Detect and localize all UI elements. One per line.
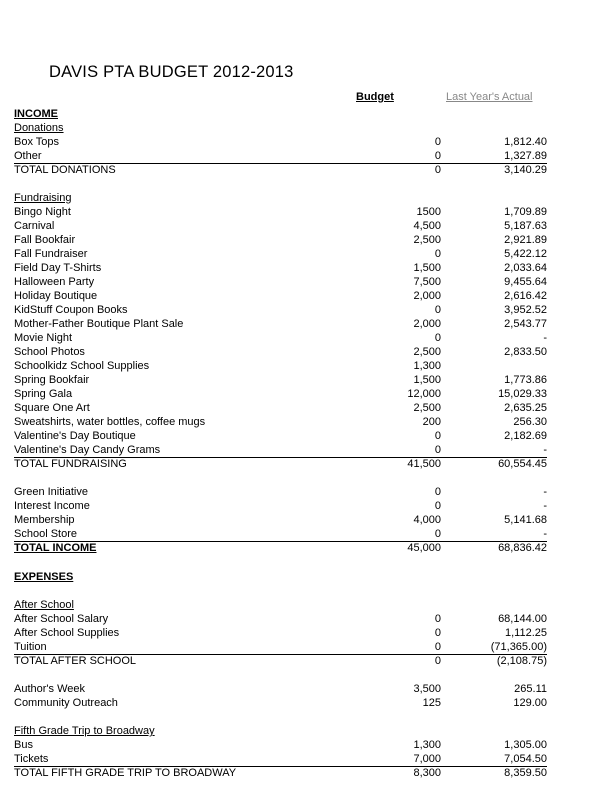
row-label: Donations — [14, 122, 64, 134]
budget-row — [14, 682, 547, 696]
budget-row — [14, 724, 547, 738]
row-label: Fifth Grade Trip to Broadway — [14, 725, 155, 737]
row-budget-value: 45,000 — [407, 542, 441, 554]
budget-row — [14, 247, 547, 261]
row-last-year-value: 5,141.68 — [504, 514, 547, 526]
budget-row — [14, 612, 547, 626]
budget-row — [14, 570, 547, 584]
row-budget-value: 7,000 — [413, 753, 441, 765]
budget-row — [14, 317, 547, 331]
budget-row — [14, 429, 547, 443]
row-budget-value: 1,300 — [413, 739, 441, 751]
row-last-year-value: 2,033.64 — [504, 262, 547, 274]
row-last-year-value: 3,952.52 — [504, 304, 547, 316]
row-label: Community Outreach — [14, 697, 118, 709]
row-label: TOTAL INCOME — [14, 542, 97, 554]
row-budget-value: 2,500 — [413, 402, 441, 414]
row-budget-value: 0 — [434, 655, 441, 667]
row-budget-value: 0 — [434, 486, 441, 498]
budget-row — [14, 261, 547, 275]
budget-row — [14, 457, 547, 472]
row-budget-value: 0 — [434, 627, 441, 639]
row-budget-value: 3,500 — [413, 683, 441, 695]
row-label: Tuition — [14, 641, 47, 653]
row-last-year-value: 1,773.86 — [504, 374, 547, 386]
row-label: TOTAL AFTER SCHOOL — [14, 655, 137, 667]
budget-row — [14, 163, 547, 178]
row-budget-value: 0 — [434, 444, 441, 456]
budget-row — [14, 275, 547, 289]
row-label: Tickets — [14, 753, 49, 765]
row-budget-value: 0 — [434, 164, 441, 176]
row-budget-value: 1,500 — [413, 374, 441, 386]
row-label: Membership — [14, 514, 75, 526]
row-budget-value: 1,500 — [413, 262, 441, 274]
budget-row — [14, 205, 547, 219]
row-last-year-value: 68,144.00 — [498, 613, 547, 625]
last-year-actual-column-header: Last Year's Actual — [446, 91, 533, 103]
row-budget-value: 8,300 — [413, 767, 441, 779]
row-last-year-value: 2,543.77 — [504, 318, 547, 330]
row-last-year-value: 5,422.12 — [504, 248, 547, 260]
row-last-year-value: 256.30 — [513, 416, 547, 428]
row-last-year-value: 1,327.89 — [504, 150, 547, 162]
budget-row — [14, 107, 547, 121]
row-budget-value: 1,300 — [413, 360, 441, 372]
row-last-year-value: 1,812.40 — [504, 136, 547, 148]
budget-row — [14, 654, 547, 669]
budget-row — [14, 696, 547, 710]
budget-row — [14, 766, 547, 781]
row-budget-value: 2,500 — [413, 234, 441, 246]
row-label: Fundraising — [14, 192, 72, 204]
row-label: Field Day T-Shirts — [14, 262, 102, 274]
row-budget-value: 0 — [434, 430, 441, 442]
row-budget-value: 7,500 — [413, 276, 441, 288]
row-label: Bingo Night — [14, 206, 71, 218]
row-budget-value: 4,500 — [413, 220, 441, 232]
budget-row — [14, 626, 547, 640]
row-last-year-value: 2,833.50 — [504, 346, 547, 358]
budget-row — [14, 527, 547, 541]
row-label: Square One Art — [14, 402, 90, 414]
row-label: Schoolkidz School Supplies — [14, 360, 150, 372]
row-label: Author's Week — [14, 683, 85, 695]
row-last-year-value: 1,709.89 — [504, 206, 547, 218]
budget-row — [14, 149, 547, 163]
row-budget-value: 0 — [434, 304, 441, 316]
row-last-year-value: 1,305.00 — [504, 739, 547, 751]
row-last-year-value: 9,455.64 — [504, 276, 547, 288]
row-budget-value: 2,000 — [413, 318, 441, 330]
row-label: Interest Income — [14, 500, 90, 512]
row-last-year-value: 60,554.45 — [498, 458, 547, 470]
row-budget-value: 0 — [434, 500, 441, 512]
budget-row — [14, 289, 547, 303]
row-budget-value: 200 — [422, 416, 441, 428]
row-last-year-value: - — [543, 332, 547, 344]
row-budget-value: 0 — [434, 641, 441, 653]
row-label: INCOME — [14, 108, 58, 120]
row-budget-value: 41,500 — [407, 458, 441, 470]
row-last-year-value: 2,616.42 — [504, 290, 547, 302]
budget-row — [14, 415, 547, 429]
row-last-year-value: 3,140.29 — [504, 164, 547, 176]
page-title: DAVIS PTA BUDGET 2012-2013 — [49, 63, 294, 81]
row-label: Sweatshirts, water bottles, coffee mugs — [14, 416, 206, 428]
row-last-year-value: 2,635.25 — [504, 402, 547, 414]
row-last-year-value: 5,187.63 — [504, 220, 547, 232]
row-label: TOTAL FIFTH GRADE TRIP TO BROADWAY — [14, 767, 237, 779]
row-last-year-value: - — [543, 486, 547, 498]
row-budget-value: 0 — [434, 248, 441, 260]
budget-row — [14, 640, 547, 654]
row-last-year-value: (2,108.75) — [496, 655, 547, 667]
budget-row — [14, 387, 547, 401]
row-last-year-value: - — [543, 500, 547, 512]
row-last-year-value: 265.11 — [514, 683, 547, 695]
row-last-year-value: - — [543, 528, 547, 540]
row-budget-value: 0 — [434, 150, 441, 162]
row-label: Mother-Father Boutique Plant Sale — [14, 318, 184, 330]
row-budget-value: 1500 — [416, 206, 441, 218]
row-budget-value: 125 — [422, 697, 441, 709]
row-last-year-value: 15,029.33 — [498, 388, 547, 400]
row-last-year-value: 68,836.42 — [498, 542, 547, 554]
budget-row — [14, 331, 547, 345]
row-budget-value: 0 — [434, 613, 441, 625]
row-last-year-value: 2,921.89 — [504, 234, 547, 246]
budget-row — [14, 485, 547, 499]
row-budget-value: 4,000 — [413, 514, 441, 526]
row-label: Other — [14, 150, 42, 162]
row-last-year-value: 2,182.69 — [504, 430, 547, 442]
row-budget-value: 2,000 — [413, 290, 441, 302]
budget-row — [14, 233, 547, 247]
row-label: Fall Bookfair — [14, 234, 76, 246]
row-last-year-value: (71,365.00) — [490, 641, 547, 653]
row-label: Movie Night — [14, 332, 73, 344]
row-label: Holiday Boutique — [14, 290, 98, 302]
budget-row — [14, 191, 547, 205]
row-label: After School Salary — [14, 613, 109, 625]
row-last-year-value: 7,054.50 — [504, 753, 547, 765]
budget-row — [14, 598, 547, 612]
row-label: Bus — [14, 739, 33, 751]
budget-row — [14, 752, 547, 766]
row-label: Valentine's Day Candy Grams — [14, 444, 161, 456]
budget-row — [14, 345, 547, 359]
row-label: Fall Fundraiser — [14, 248, 88, 260]
row-label: Valentine's Day Boutique — [14, 430, 136, 442]
budget-row — [14, 513, 547, 527]
row-label: Spring Bookfair — [14, 374, 90, 386]
row-label: Halloween Party — [14, 276, 95, 288]
budget-row — [14, 499, 547, 513]
budget-row — [14, 121, 547, 135]
row-budget-value: 0 — [434, 528, 441, 540]
row-last-year-value: 8,359.50 — [504, 767, 547, 779]
row-label: Spring Gala — [14, 388, 73, 400]
row-last-year-value: 1,112.25 — [504, 627, 547, 639]
row-label: After School — [14, 599, 74, 611]
budget-row — [14, 303, 547, 317]
budget-row — [14, 443, 547, 457]
row-budget-value: 12,000 — [407, 388, 441, 400]
budget-row — [14, 135, 547, 149]
budget-row — [14, 401, 547, 415]
row-label: KidStuff Coupon Books — [14, 304, 128, 316]
row-budget-value: 2,500 — [413, 346, 441, 358]
budget-column-header: Budget — [356, 91, 394, 103]
row-last-year-value: - — [543, 444, 547, 456]
row-label: Carnival — [14, 220, 55, 232]
row-last-year-value: 129.00 — [513, 697, 547, 709]
row-budget-value: 0 — [434, 332, 441, 344]
budget-row — [14, 359, 547, 373]
budget-row — [14, 219, 547, 233]
budget-row — [14, 373, 547, 387]
row-label: TOTAL FUNDRAISING — [14, 458, 127, 470]
row-label: School Photos — [14, 346, 85, 358]
budget-row — [14, 541, 547, 556]
budget-row — [14, 738, 547, 752]
row-label: Box Tops — [14, 136, 60, 148]
row-budget-value: 0 — [434, 136, 441, 148]
row-label: School Store — [14, 528, 77, 540]
row-label: EXPENSES — [14, 571, 74, 583]
row-label: After School Supplies — [14, 627, 120, 639]
row-label: Green Initiative — [14, 486, 88, 498]
row-label: TOTAL DONATIONS — [14, 164, 116, 176]
